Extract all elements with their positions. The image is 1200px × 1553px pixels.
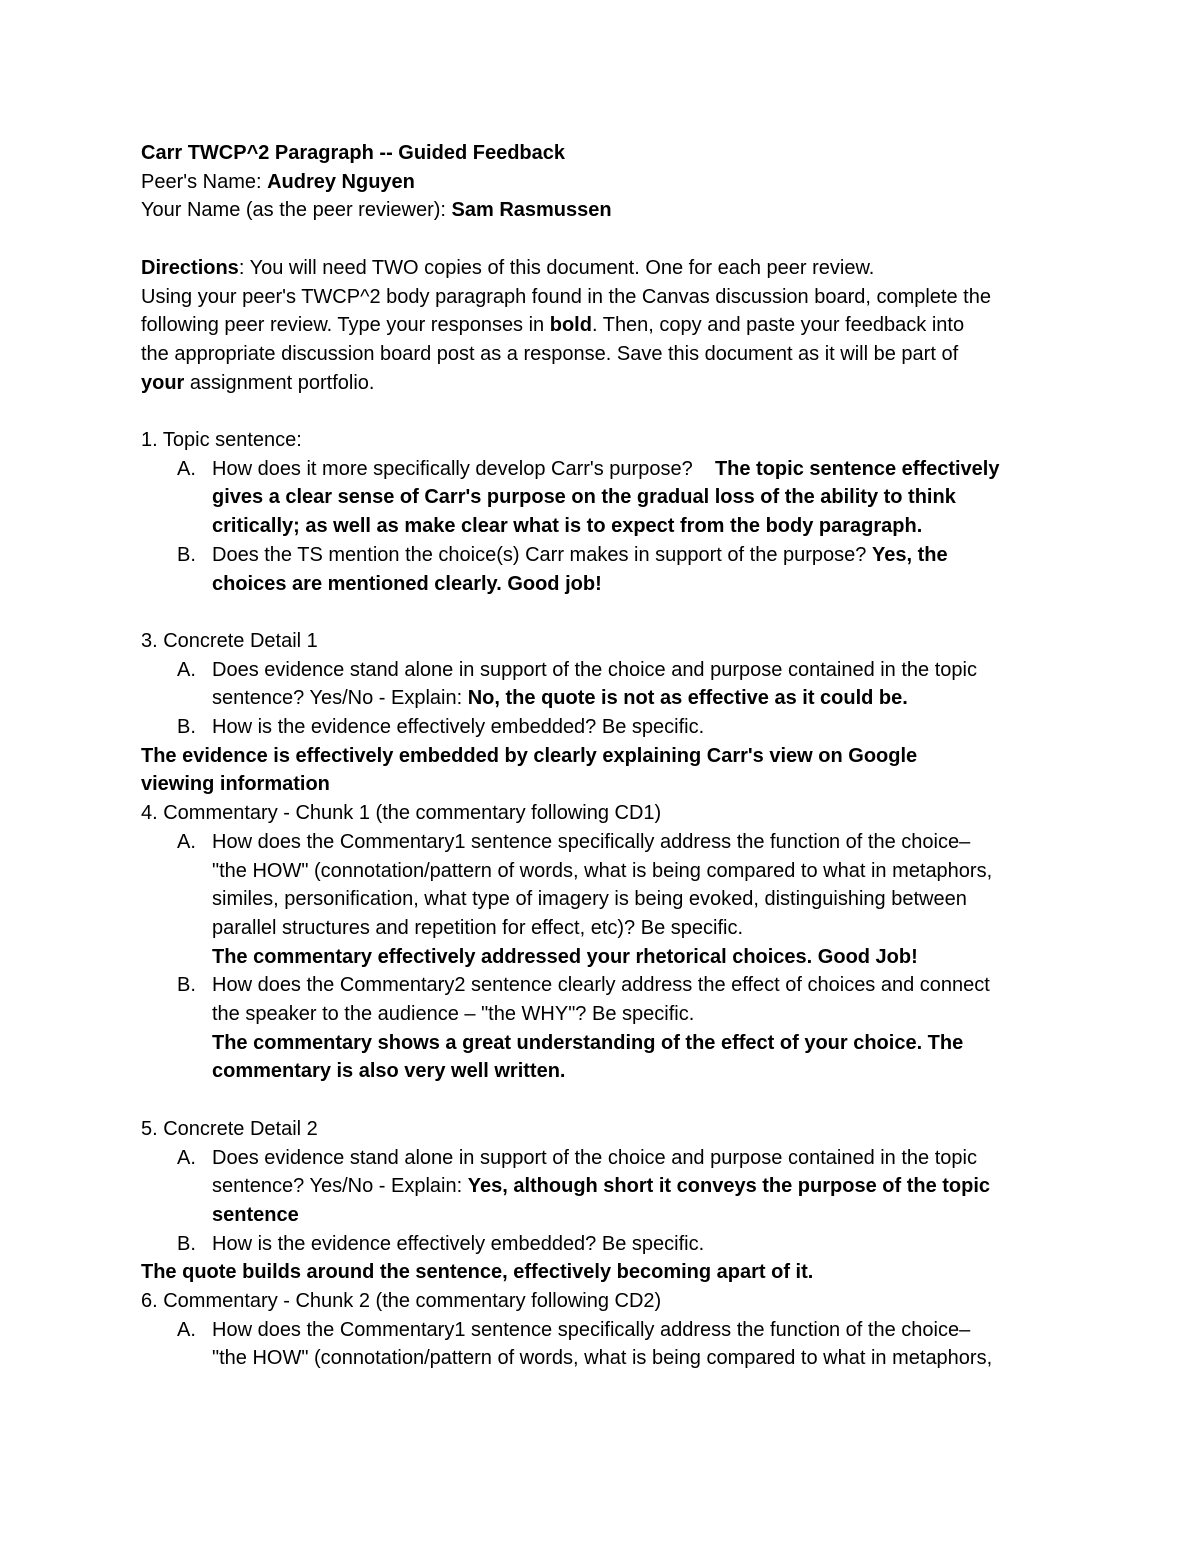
answer-text: viewing information	[141, 773, 330, 796]
directions-text-3b: . Then, copy and paste your feedback into	[591, 314, 965, 337]
spacer	[141, 225, 1066, 254]
answer-text: choices are mentioned clearly. Good job!	[212, 572, 602, 595]
spacer	[141, 598, 1066, 627]
answer-text: commentary is also very well written.	[212, 1060, 566, 1083]
peer-name-label: Peer's Name:	[141, 170, 268, 193]
question-5a	[141, 1144, 1066, 1230]
question-1b	[141, 541, 1066, 598]
list-marker: A.	[177, 1146, 196, 1169]
question-text: How is the evidence effectively embedded? Be specific.	[212, 716, 705, 739]
directions-text-5: assignment portfolio.	[184, 371, 375, 394]
directions-your-word: your	[141, 371, 185, 394]
directions-bold-word: bold	[549, 314, 592, 337]
document-title: Carr TWCP^2 Paragraph -- Guided Feedback	[141, 142, 565, 164]
directions-text-2: Using your peer's TWCP^2 body paragraph found in the Canvas discussion board, complete the	[141, 285, 991, 308]
directions-text-1: : You will need TWO copies of this document. One for each peer review.	[238, 256, 875, 279]
question-text: How does the Commentary1 sentence specifically address the function of the choice–	[212, 830, 971, 853]
question-4a	[141, 828, 1066, 972]
question-text: How does the Commentary2 sentence clearly address the effect of choices and connect	[212, 974, 990, 997]
answer-text: Yes, the	[871, 543, 948, 566]
list-marker: B.	[177, 543, 196, 566]
question-text: sentence? Yes/No - Explain:	[212, 687, 468, 710]
reviewer-name-value: Sam Rasmussen	[451, 199, 612, 222]
spacer	[141, 397, 1066, 426]
list-marker: A.	[177, 1318, 196, 1341]
answer-text: No, the quote is not as effective as it could be.	[467, 687, 908, 710]
section-heading-concrete-detail-2: 5. Concrete Detail 2	[141, 1117, 318, 1140]
question-1a	[141, 455, 1066, 541]
question-3a	[141, 656, 1066, 713]
answer-text: The commentary shows a great understanding of the effect of your choice. The	[212, 1031, 964, 1054]
section-heading-commentary-chunk-2: 6. Commentary - Chunk 2 (the commentary following CD2)	[141, 1290, 662, 1313]
peer-name-line	[141, 168, 1066, 197]
list-marker: B.	[177, 974, 196, 997]
list-marker: A.	[177, 457, 196, 480]
answer-text: The quote builds around the sentence, effectively becoming apart of it.	[141, 1261, 814, 1284]
answer-text: Yes, although short it conveys the purpose of the topic	[467, 1175, 991, 1198]
question-text: sentence? Yes/No - Explain:	[212, 1175, 468, 1198]
answer-text: The evidence is effectively embedded by clearly explaining Carr's view on Google	[141, 744, 918, 767]
directions-label: Directions	[141, 256, 239, 279]
spacer	[141, 1086, 1066, 1115]
list-marker: B.	[177, 1232, 196, 1255]
question-text: How is the evidence effectively embedded? Be specific.	[212, 1232, 705, 1255]
question-5b	[141, 1230, 1066, 1259]
section-heading-commentary-chunk-1: 4. Commentary - Chunk 1 (the commentary following CD1)	[141, 802, 662, 825]
question-text: Does evidence stand alone in support of the choice and purpose contained in the topic	[212, 1146, 977, 1169]
question-text: "the HOW" (connotation/pattern of words, what is being compared to what in metaphors,	[212, 1347, 993, 1370]
answer-text: sentence	[212, 1203, 299, 1226]
question-text: the speaker to the audience – "the WHY"? Be specific.	[212, 1003, 695, 1026]
peer-name-value: Audrey Nguyen	[267, 170, 415, 193]
answer-text: critically; as well as make clear what is to expect from the body paragraph.	[212, 515, 923, 538]
directions-text-4: the appropriate discussion board post as a response. Save this document as it will be part of	[141, 342, 959, 365]
directions-text-3a: following peer review. Type your responses in	[141, 314, 550, 337]
answer-text: The topic sentence effectively	[714, 457, 1000, 480]
reviewer-name-line	[141, 196, 1066, 225]
list-marker: A.	[177, 830, 196, 853]
answer-text: gives a clear sense of Carr's purpose on the gradual loss of the ability to think	[212, 486, 956, 509]
reviewer-name-label: Your Name (as the peer reviewer):	[141, 199, 452, 222]
answer-text: The commentary effectively addressed your rhetorical choices. Good Job!	[212, 945, 918, 968]
question-text: How does the Commentary1 sentence specifically address the function of the choice–	[212, 1318, 971, 1341]
section-heading-topic-sentence: 1. Topic sentence:	[141, 429, 302, 451]
section-heading-concrete-detail-1: 3. Concrete Detail 1	[141, 629, 318, 652]
list-marker: B.	[177, 716, 196, 739]
list-marker: A.	[177, 658, 196, 681]
question-3b	[141, 713, 1066, 742]
document-body	[141, 139, 1066, 1373]
question-text: Does evidence stand alone in support of the choice and purpose contained in the topic	[212, 658, 977, 681]
question-text: similes, personification, what type of imagery is being evoked, distinguishing between	[212, 888, 967, 911]
question-text: Does the TS mention the choice(s) Carr makes in support of the purpose?	[212, 543, 872, 566]
question-text: How does it more specifically develop Carr's purpose?	[212, 457, 693, 480]
directions-paragraph	[141, 254, 1066, 398]
question-text: parallel structures and repetition for effect, etc)? Be specific.	[212, 916, 744, 939]
question-text: "the HOW" (connotation/pattern of words, what is being compared to what in metaphors,	[212, 859, 993, 882]
question-6a	[141, 1316, 1066, 1373]
question-4b	[141, 971, 1066, 1086]
